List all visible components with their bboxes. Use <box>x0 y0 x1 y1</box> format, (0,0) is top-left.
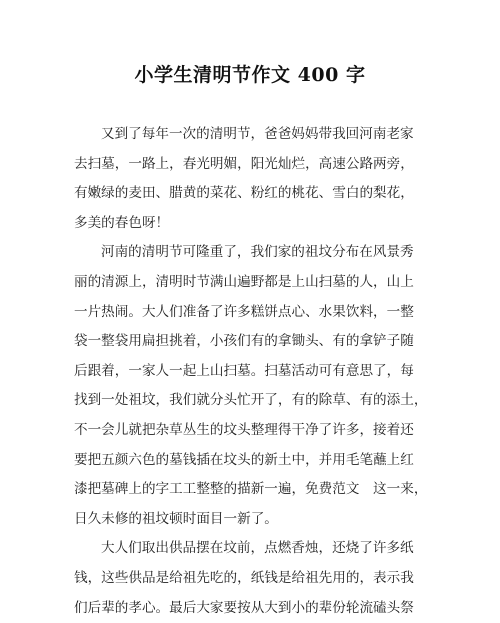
text-line: 一片热闹。大人们准备了许多糕饼点心、水果饮料，一整 <box>74 298 428 328</box>
text-line: 不一会儿就把杂草丛生的坟头整理得干净了许多，接着还 <box>74 416 428 446</box>
text-line: 又到了每年一次的清明节，爸爸妈妈带我回河南老家 <box>74 120 428 150</box>
text-line: 日久未修的祖坟顿时面目一新了。 <box>74 505 428 535</box>
text-line: 袋一整袋用扁担挑着，小孩们有的拿锄头、有的拿铲子随 <box>74 327 428 357</box>
text-line: 找到一处祖坟，我们就分头忙开了，有的除草、有的添土， <box>74 386 428 416</box>
text-line: 要把五颜六色的墓钱插在坟头的新土中，并用毛笔蘸上红 <box>74 446 428 476</box>
text-line: 漆把墓碑上的字工工整整的描新一遍，免费范文 这一来， <box>74 475 428 505</box>
text-line: 大人们取出供品摆在坟前，点燃香烛，还烧了许多纸 <box>74 534 428 564</box>
text-line: 去扫墓，一路上，春光明媚，阳光灿烂，高速公路两旁， <box>74 150 428 180</box>
text-line: 河南的清明节可隆重了，我们家的祖坟分布在风景秀 <box>74 238 428 268</box>
text-line: 丽的清源上，清明时节满山遍野都是上山扫墓的人，山上 <box>74 268 428 298</box>
essay-body <box>74 120 428 623</box>
text-line: 多美的春色呀！ <box>74 209 428 239</box>
text-line: 有嫩绿的麦田、腊黄的菜花、粉红的桃花、雪白的梨花， <box>74 179 428 209</box>
document-title: 小学生清明节作文 400 字 <box>0 62 500 88</box>
text-line: 们后辈的孝心。最后大家要按从大到小的辈份轮流磕头祭 <box>74 594 428 623</box>
text-line: 后跟着，一家人一起上山扫墓。扫墓活动可有意思了，每 <box>74 357 428 387</box>
text-line: 钱，这些供品是给祖先吃的，纸钱是给祖先用的，表示我 <box>74 564 428 594</box>
